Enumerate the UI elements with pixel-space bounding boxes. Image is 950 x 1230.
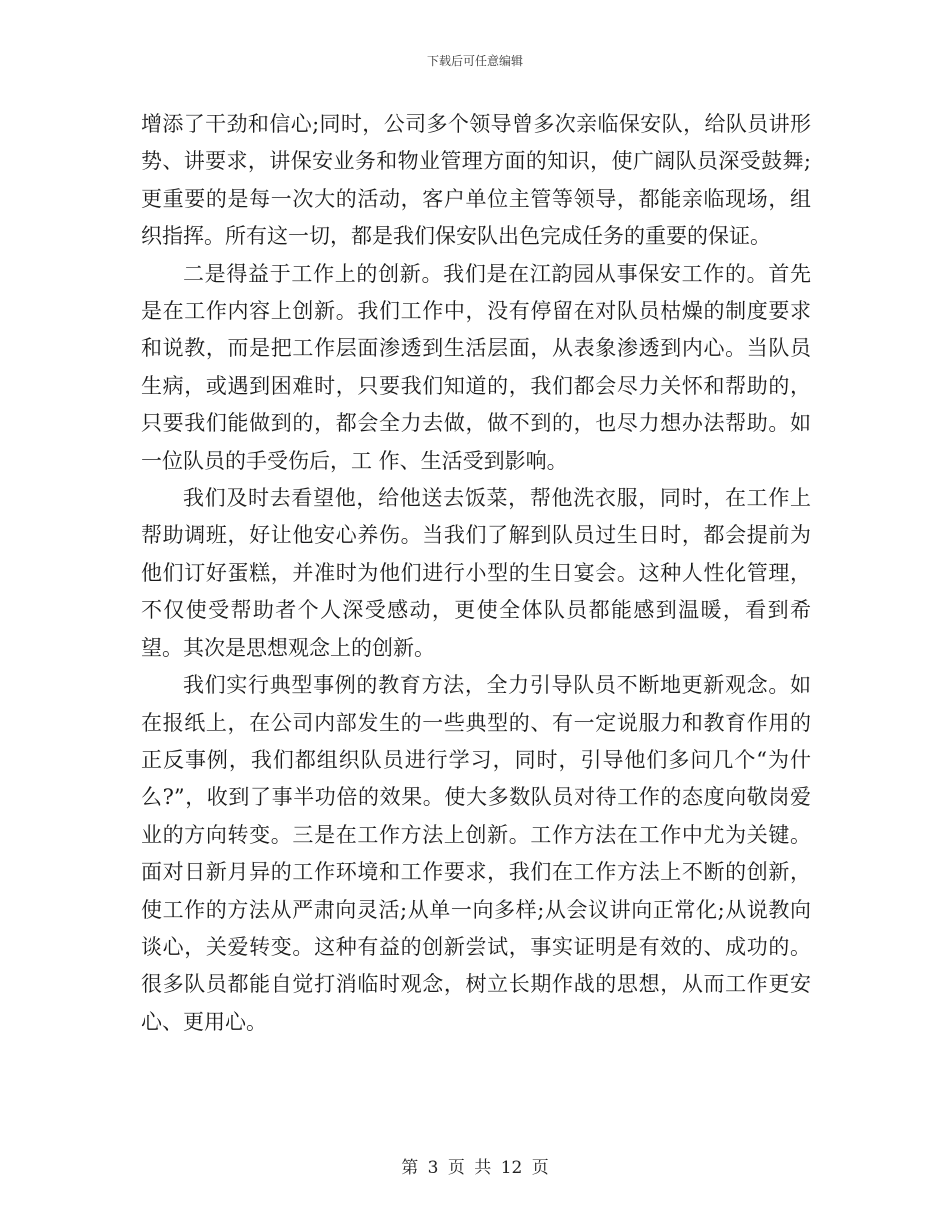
paragraph-2: 二是得益于工作上的创新。我们是在江韵园从事保安工作的。首先是在工作内容上创新。我们工作中，没有停留在对队员枯燥的制度要求和说教，而是把工作层面渗透到生活层面，从表象渗透到内心。当队员生病，或遇到困难时，只要我们知道的，我们都会尽力关怀和帮助的，只要我们能做到的，都会全力去做，做不到的，也尽力想办法帮助。如一位队员的手受伤后，工 作、生活受到影响。 bbox=[141, 261, 811, 473]
paragraph-4: 我们实行典型事例的教育方法，全力引导队员不断地更新观念。如在报纸上，在公司内部发生的一些典型的、有一定说服力和教育作用的正反事例，我们都组织队员进行学习，同时，引导他们多问几个“为什么?”，收到了事半功倍的效果。使大多数队员对待工作的态度向敬岗爱业的方向转变。三是在工作方法上创新。工作方法在工作中尤为关键。面对日新月异的工作环境和工作要求，我们在工作方法上不断的创新，使工作的方法从严肃向灵活;从单一向多样;从会议讲向正常化;从说教向谈心，关爱转变。这种有益的创新尝试，事实证明是有效的、成功的。很多队员都能自觉打消临时观念，树立长期作战的思想，从而工作更安心、更用心。 bbox=[141, 673, 811, 1034]
paragraph-3: 我们及时去看望他，给他送去饭菜，帮他洗衣服，同时，在工作上帮助调班，好让他安心养伤。当我们了解到队员过生日时，都会提前为他们订好蛋糕，并准时为他们进行小型的生日宴会。这种人性化管理，不仅使受帮助者个人深受感动，更使全体队员都能感到温暖，看到希望。其次是思想观念上的创新。 bbox=[141, 486, 811, 660]
page-header: 下载后可任意编辑 bbox=[426, 54, 523, 68]
document-body bbox=[141, 106, 811, 1041]
paragraph-1: 增添了干劲和信心;同时，公司多个领导曾多次亲临保安队，给队员讲形势、讲要求，讲保安业务和物业管理方面的知识，使广阔队员深受鼓舞;更重要的是每一次大的活动，客户单位主管等领导，都能亲临现场，组织指挥。所有这一切，都是我们保安队出色完成任务的重要的保证。 bbox=[141, 112, 811, 249]
page-number-footer: 第 3 页 共 12 页 bbox=[401, 1158, 549, 1178]
